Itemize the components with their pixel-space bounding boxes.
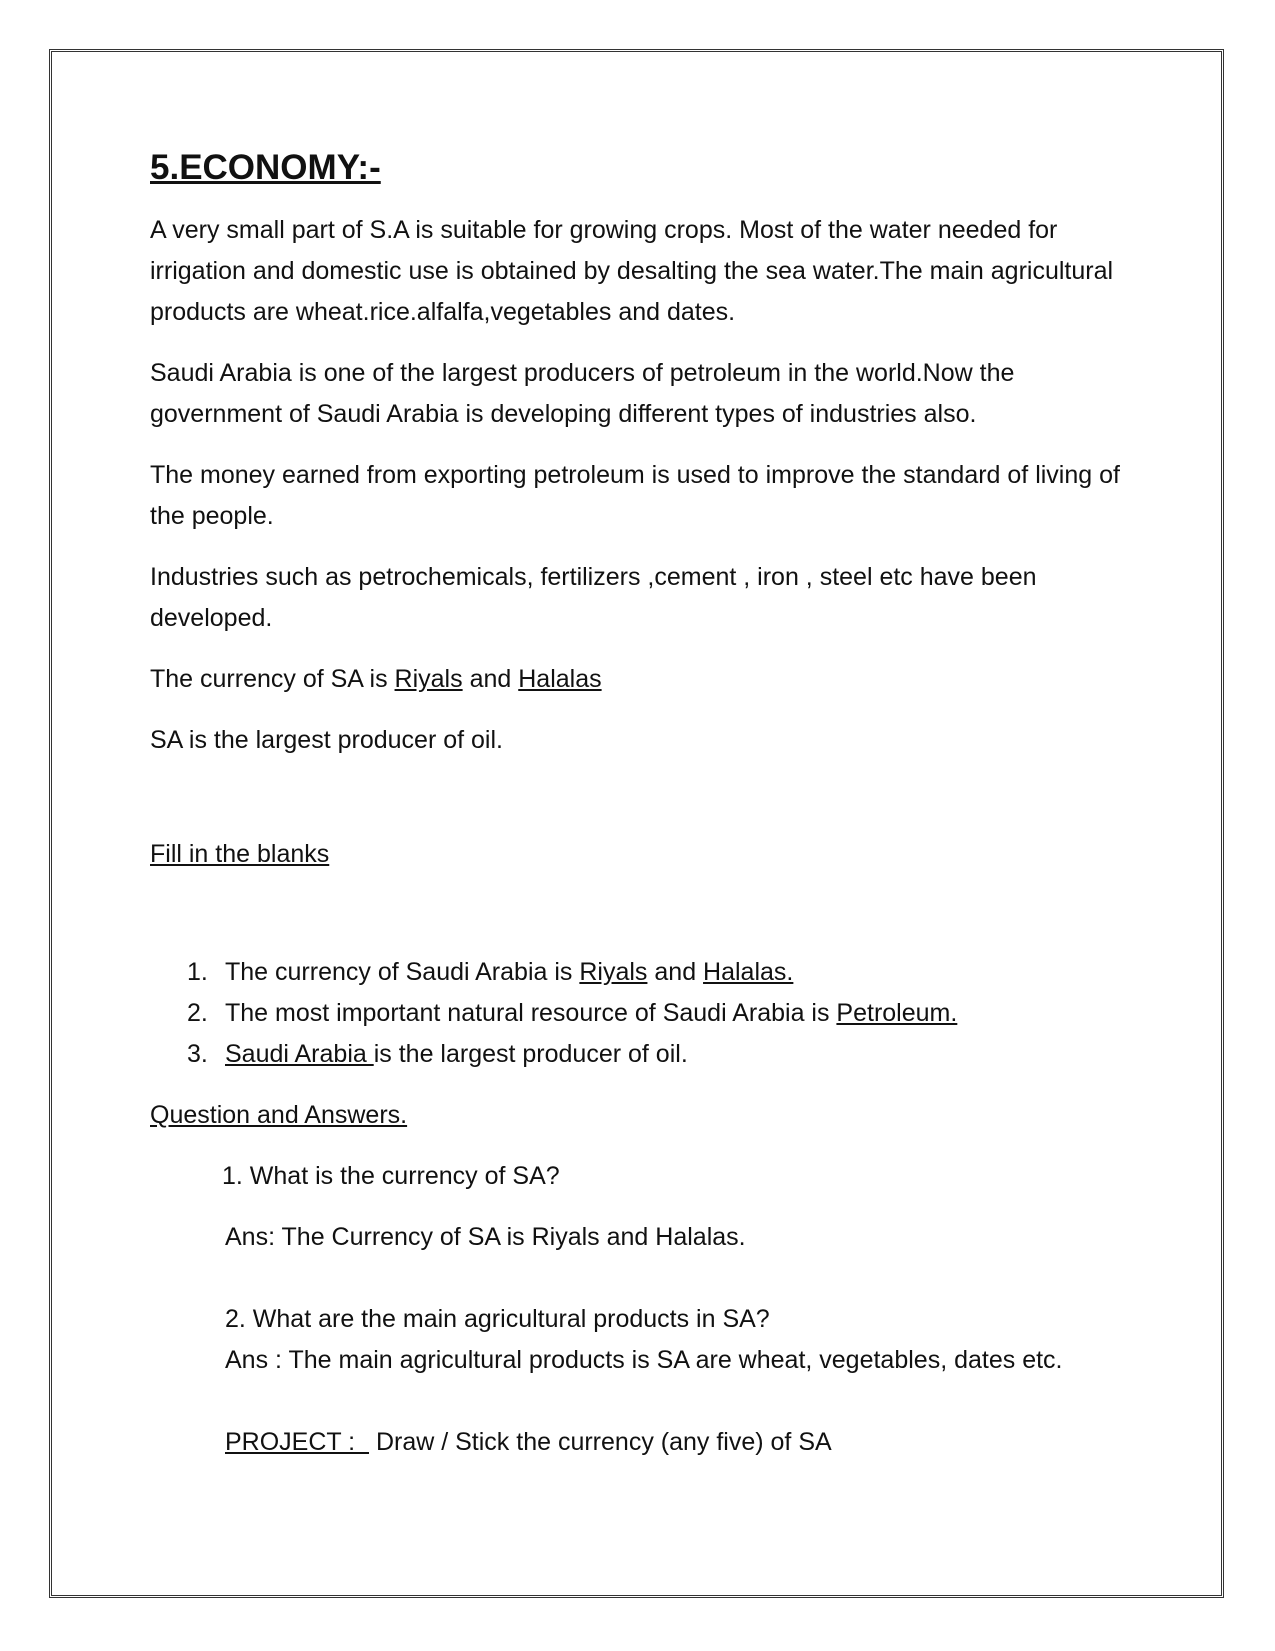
currency-prefix: The currency of SA is bbox=[150, 665, 395, 693]
list-item-number: 1. bbox=[187, 958, 208, 986]
blank-text: is the largest producer of oil. bbox=[373, 1040, 688, 1068]
answer-1: Ans: The Currency of SA is Riyals and Halalas. bbox=[225, 1223, 746, 1251]
currency-term-riyals: Riyals bbox=[394, 665, 463, 693]
project-label: PROJECT : bbox=[225, 1428, 370, 1456]
paragraph-oil: SA is the largest producer of oil. bbox=[150, 726, 503, 754]
paragraph-currency bbox=[150, 659, 1125, 700]
blank-answer: Halalas. bbox=[703, 958, 794, 986]
blank-text: The most important natural resource of Saudi Arabia is bbox=[225, 999, 837, 1027]
list-item bbox=[150, 1034, 1125, 1075]
blank-answer: Petroleum. bbox=[836, 999, 958, 1027]
project-text: Draw / Stick the currency (any five) of SA bbox=[369, 1428, 832, 1456]
list-item-number: 2. bbox=[187, 999, 208, 1027]
document-body bbox=[150, 145, 1125, 1463]
paragraph-petroleum: Saudi Arabia is one of the largest producers of petroleum in the world.Now the government of Saudi Arabia is developing different types of industries also. bbox=[150, 359, 1015, 428]
blank-answer: Saudi Arabia bbox=[225, 1040, 374, 1068]
fill-in-blanks-heading: Fill in the blanks bbox=[150, 840, 330, 868]
qa-heading: Question and Answers. bbox=[150, 1101, 408, 1129]
qa-block bbox=[150, 1156, 1125, 1463]
list-item bbox=[150, 952, 1125, 993]
blank-text: and bbox=[647, 958, 704, 986]
list-item-number: 3. bbox=[187, 1040, 208, 1068]
paragraph-agriculture: A very small part of S.A is suitable for growing crops. Most of the water needed for irrigation and domestic use is obtained by desalting the sea water.The main agricultural products are wheat.rice.alfalfa,vegetables and dates. bbox=[150, 216, 1114, 326]
blank-answer: Riyals bbox=[579, 958, 648, 986]
question-1: 1. What is the currency of SA? bbox=[222, 1162, 560, 1190]
answer-2: Ans : The main agricultural products is SA are wheat, vegetables, dates etc. bbox=[225, 1346, 1063, 1374]
project-line bbox=[225, 1422, 1125, 1463]
page-title: 5.ECONOMY:- bbox=[150, 148, 381, 187]
currency-term-halalas: Halalas bbox=[518, 665, 602, 693]
paragraph-money: The money earned from exporting petroleum is used to improve the standard of living of the people. bbox=[150, 461, 1120, 530]
currency-middle: and bbox=[462, 665, 519, 693]
question-2: 2. What are the main agricultural products in SA? bbox=[225, 1305, 770, 1333]
fill-in-blanks-list bbox=[150, 952, 1125, 1075]
list-item bbox=[150, 993, 1125, 1034]
paragraph-industries: Industries such as petrochemicals, fertilizers ,cement , iron , steel etc have been developed. bbox=[150, 563, 1037, 632]
blank-text: The currency of Saudi Arabia is bbox=[225, 958, 580, 986]
